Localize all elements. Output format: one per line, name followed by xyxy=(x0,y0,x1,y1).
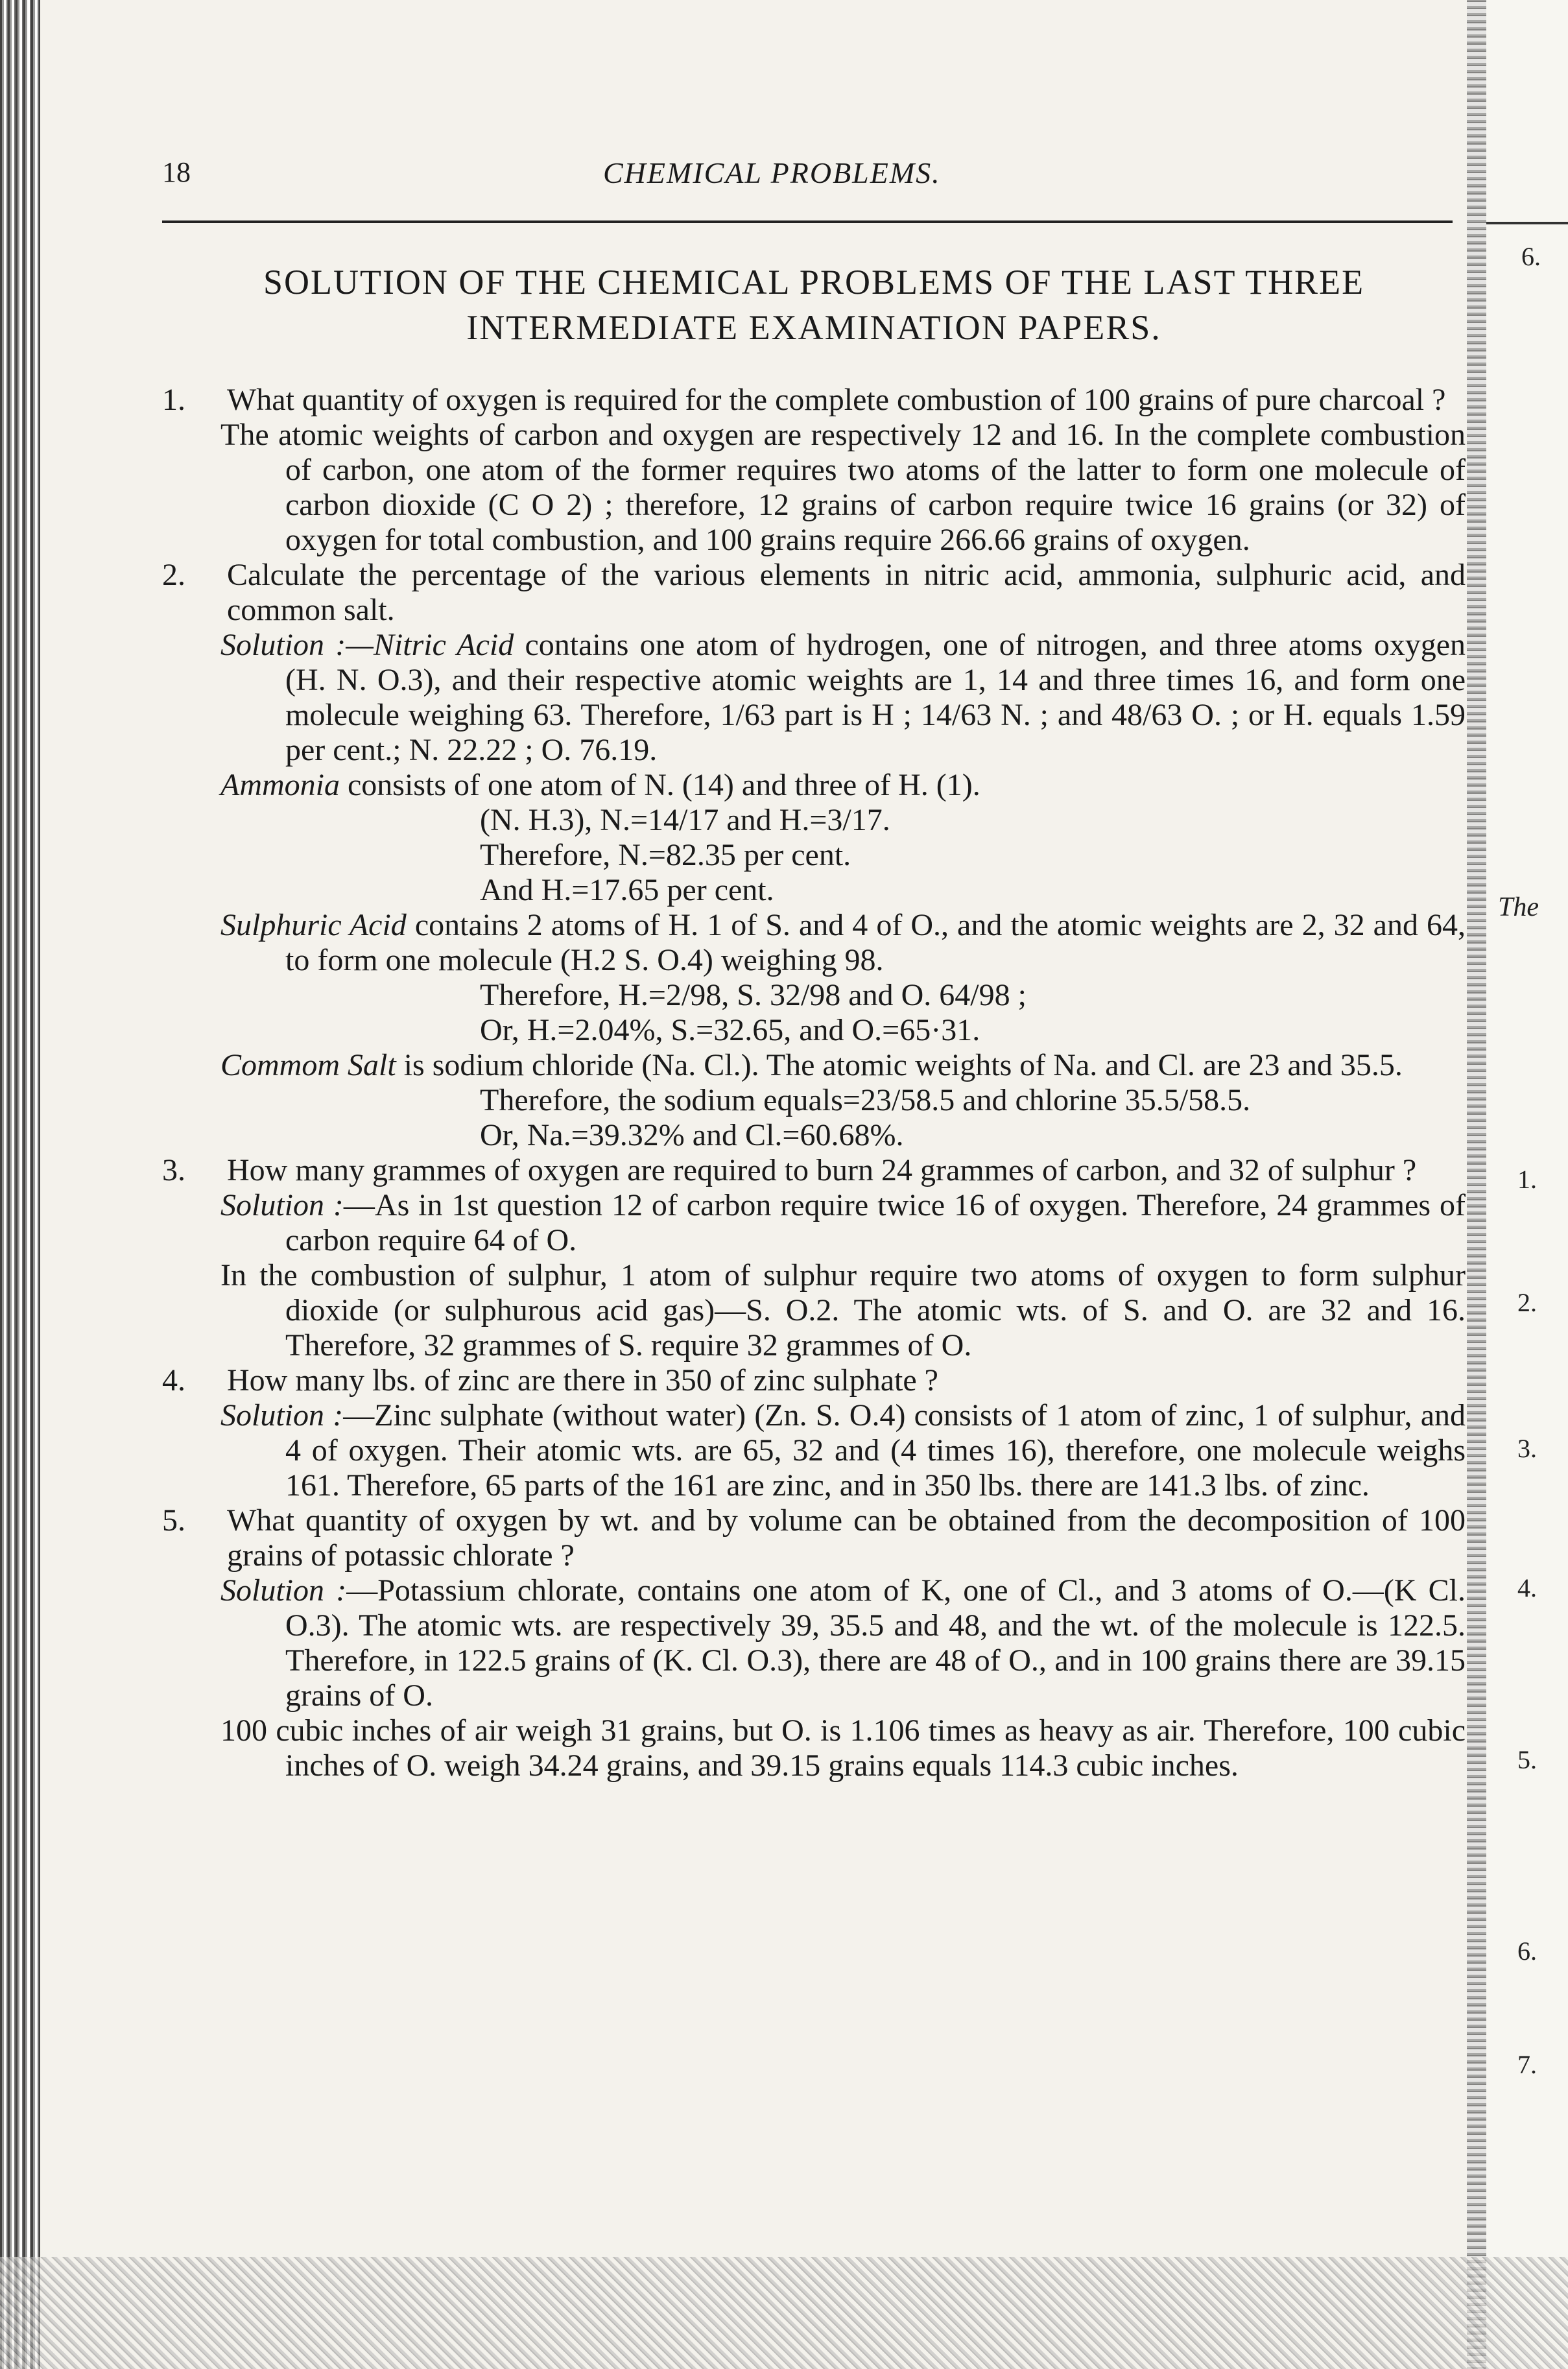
header-rule xyxy=(162,220,1453,223)
margin-number: 6. xyxy=(1517,1936,1537,1966)
problem-2-question: 2. Calculate the percentage of the various elements in nitric acid, ammonia, sulphuric acid, and common salt. xyxy=(162,558,1466,627)
problem-2-nitric: Solution :—Nitric Acid contains one atom of hydrogen, one of nitrogen, and three atoms oxygen (H. N. O.3), and their respective atomic weights are 1, 14 and three times 16, and form one molecule weighing 63. Therefore, 1/63 part is H ; 14/63 N. ; and 48/63 O. ; or H. equals 1.59 per cent.; N. 22.22 ; O. 76.19. xyxy=(220,628,1466,767)
facing-page-gutter xyxy=(1467,0,1486,2369)
margin-number: 7. xyxy=(1517,2050,1537,2079)
salt-line: Therefore, the sodium equals=23/58.5 and chlorine 35.5/58.5. xyxy=(480,1083,1251,1117)
problem-4-question: 4. How many lbs. of zinc are there in 350 of zinc sulphate ? xyxy=(162,1363,938,1398)
problem-1-answer: The atomic weights of carbon and oxygen are respectively 12 and 16. In the complete combustion of carbon, one atom of the former requires two atoms of the latter to form one molecule of carbon dioxide (C O 2) ; therefore, 12 grains of carbon require twice 16 grains (or 32) of oxygen for total combustion, and 100 grains require 266.66 grains of oxygen. xyxy=(220,418,1466,557)
problem-3-answer: In the combustion of sulphur, 1 atom of sulphur require two atoms of oxygen to form sulphur dioxide (or sulphurous acid gas)—S. O.2. The atomic wts. of S. and O. are 32 and 16. Therefore, 32 grammes of S. require 32 grammes of O. xyxy=(220,1258,1466,1363)
ammonia-line: And H.=17.65 per cent. xyxy=(480,873,774,907)
facing-page-rule xyxy=(1486,222,1568,224)
page-title: SOLUTION OF THE CHEMICAL PROBLEMS OF THE LAST THREE INTERMEDIATE EXAMINATION PAPERS. xyxy=(263,263,1365,347)
page-binding-edge xyxy=(0,0,40,2369)
problem-3-question: 3. How many grammes of oxygen are required to burn 24 grammes of carbon, and 32 of sulphur ? xyxy=(162,1153,1417,1187)
problem-5-answer: 100 cubic inches of air weigh 31 grains, but O. is 1.106 times as heavy as air. Therefore, 100 cubic inches of O. weigh 34.24 grains, and 39.15 grains equals 114.3 cubic inches. xyxy=(220,1713,1466,1783)
margin-number: 4. xyxy=(1517,1573,1537,1602)
page-header xyxy=(162,156,1394,195)
problem-3-solution: Solution :—As in 1st question 12 of carbon require twice 16 of oxygen. Therefore, 24 grammes of carbon require 64 of O. xyxy=(220,1188,1466,1257)
page-bottom-edge xyxy=(0,2257,1568,2369)
margin-number: 2. xyxy=(1517,1288,1537,1317)
page-body xyxy=(162,383,1466,1783)
problem-5-question: 5. What quantity of oxygen by wt. and by volume can be obtained from the decomposition of 100 grains of potassic chlorate ? xyxy=(162,1503,1466,1573)
margin-number: 3. xyxy=(1517,1434,1537,1463)
problem-5-solution: Solution :—Potassium chlorate, contains one atom of K, one of Cl., and 3 atoms of O.—(K Cl. O.3). The atomic wts. are respectively 39, 35.5 and 48, and the wt. of the molecule is 122.5. Therefore, in 122.5 grains of (K. Cl. O.3), there are 48 of O., and in 100 grains there are 39.15 grains of O. xyxy=(220,1573,1466,1713)
margin-number: 5. xyxy=(1517,1745,1537,1774)
ammonia-line: (N. H.3), N.=14/17 and H.=3/17. xyxy=(480,803,890,837)
salt-line: Or, Na.=39.32% and Cl.=60.68%. xyxy=(480,1118,904,1152)
sulphuric-line: Or, H.=2.04%, S.=32.65, and O.=65·31. xyxy=(480,1013,980,1047)
margin-number: 6. xyxy=(1521,242,1541,271)
problem-2-ammonia: Ammonia consists of one atom of N. (14) and three of H. (1). xyxy=(220,768,980,802)
problem-1-question: 1. What quantity of oxygen is required for the complete combustion of 100 grains of pure charcoal ? xyxy=(162,383,1446,417)
margin-number: 1. xyxy=(1517,1165,1537,1194)
running-title: CHEMICAL PROBLEMS. xyxy=(603,156,941,189)
problem-2-sulphuric: Sulphuric Acid contains 2 atoms of H. 1 of S. and 4 of O., and the atomic weights are 2, 32 and 64, to form one molecule (H.2 S. O.4) weighing 98. xyxy=(220,908,1466,977)
problem-2-salt: Commom Salt is sodium chloride (Na. Cl.). The atomic weights of Na. and Cl. are 23 and 35.5. xyxy=(220,1048,1403,1082)
sulphuric-line: Therefore, H.=2/98, S. 32/98 and O. 64/98 ; xyxy=(480,978,1027,1012)
problem-4-solution: Solution :—Zinc sulphate (without water) (Zn. S. O.4) consists of 1 atom of zinc, 1 of sulphur, and 4 of oxygen. Their atomic wts. are 65, 32 and (4 times 16), therefore, one molecule weighs 161. Therefore, 65 parts of the 161 are zinc, and in 350 lbs. there are 141.3 lbs. of zinc. xyxy=(220,1398,1466,1503)
margin-word: The xyxy=(1498,892,1539,922)
ammonia-line: Therefore, N.=82.35 per cent. xyxy=(480,838,851,872)
page-number: 18 xyxy=(162,156,191,188)
